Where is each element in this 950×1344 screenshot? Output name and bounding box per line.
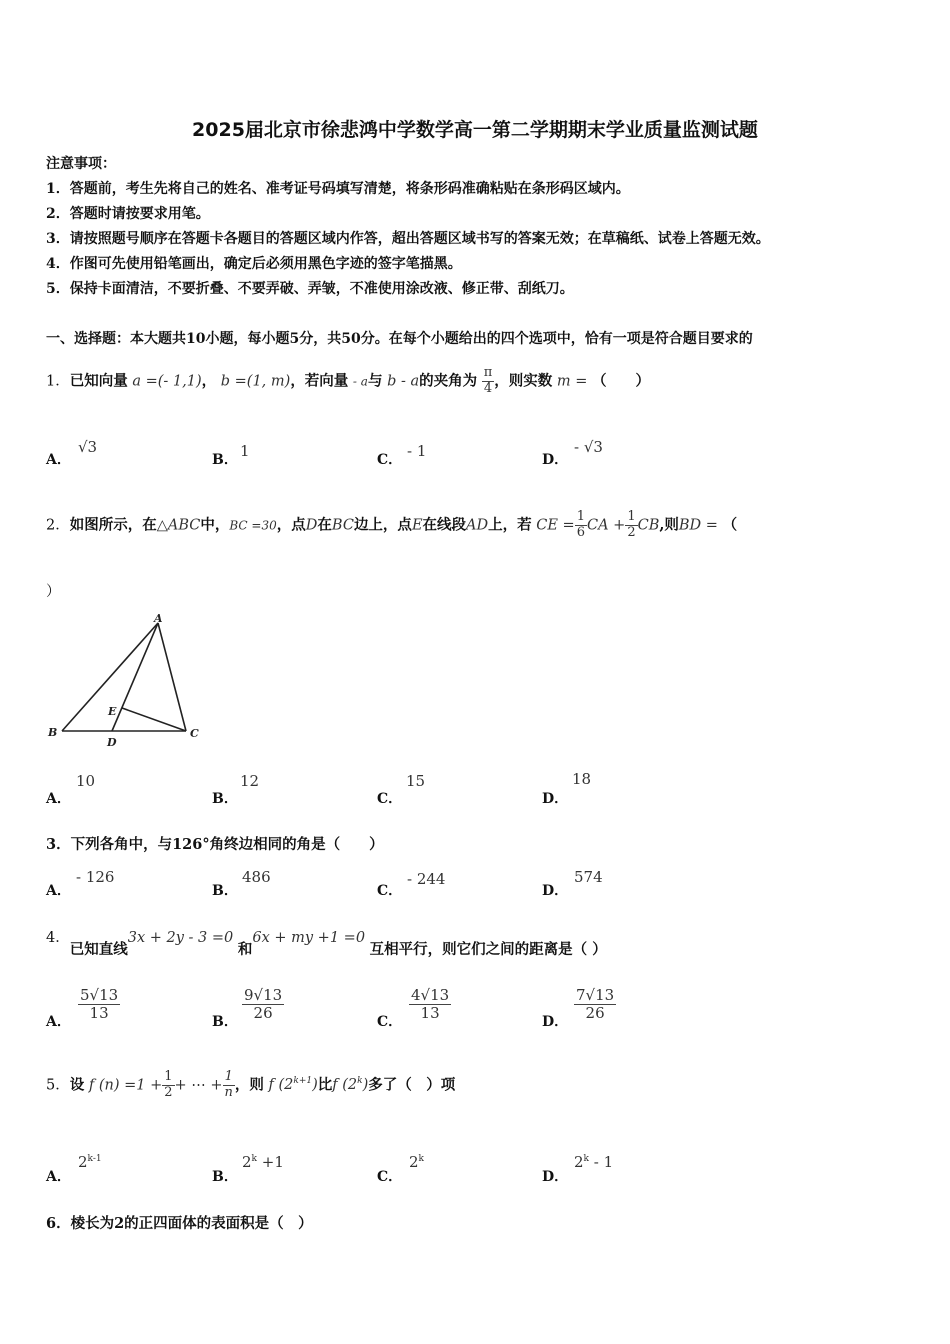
- option-label: B．: [212, 1169, 238, 1185]
- fraction-numerator: 1: [224, 1069, 233, 1084]
- question-number: 4．: [46, 930, 70, 946]
- figure-label-d: D: [107, 736, 117, 749]
- option-label: B．: [212, 452, 238, 468]
- question-text: 比: [317, 1076, 333, 1094]
- question-text: （: [722, 516, 738, 534]
- option-value: [409, 1153, 424, 1171]
- question-number: 5．: [46, 1077, 70, 1094]
- note-item: 1．答题前，考生先将自己的姓名、准考证号码填写清楚，将条形码准确粘贴在条形码区域内。: [46, 181, 630, 197]
- expr-part: f (2: [332, 1077, 358, 1094]
- option-label: A．: [46, 883, 71, 899]
- option-label: A．: [46, 452, 71, 468]
- question-text: 上，若: [488, 516, 532, 534]
- power-base: 2: [78, 1153, 88, 1171]
- figure-label-b: B: [48, 726, 58, 739]
- triangle-abc: △ABC: [156, 517, 201, 534]
- option-value: 486: [242, 868, 271, 886]
- fraction-numerator: 1: [164, 1069, 173, 1084]
- fraction-denominator: 13: [420, 1004, 440, 1023]
- option-label: B．: [212, 791, 238, 807]
- fraction-pi-over-4: [482, 366, 495, 397]
- option-value: 1: [240, 442, 250, 460]
- fraction-one-half: [625, 510, 637, 541]
- option-label: D．: [542, 1014, 569, 1030]
- note-item: 5．保持卡面清洁，不要折叠、不要弄破、弄皱，不准使用涂改液、修正带、刮纸刀。: [46, 281, 574, 297]
- question-text: ，点: [276, 516, 306, 534]
- expr-part: ): [312, 1077, 318, 1094]
- fraction-one-half: [162, 1070, 174, 1101]
- question-text: 与: [367, 372, 383, 390]
- option-value: - 1: [407, 442, 427, 460]
- question-text: 互相平行，则它们之间的距离是（ ）: [369, 941, 607, 958]
- fraction-denominator: 13: [89, 1004, 109, 1023]
- exponent: k-1: [87, 1154, 102, 1164]
- option-label: B．: [212, 1014, 238, 1030]
- expr-neg-a: - a: [352, 374, 368, 389]
- option-label: C．: [377, 883, 403, 899]
- question-6: 6．棱长为2的正四面体的表面积是（ ）: [46, 1215, 313, 1232]
- option-value: 18: [572, 770, 592, 788]
- option-value: 10: [76, 772, 96, 790]
- question-5: [46, 1070, 455, 1101]
- fraction-denominator: 26: [253, 1004, 273, 1023]
- figure-label-c: C: [190, 727, 199, 740]
- question-text: 的夹角为: [419, 372, 478, 390]
- vector-b: b =(1, m): [220, 373, 291, 390]
- question-text: 设: [69, 1076, 85, 1094]
- fraction-numerator: 1: [576, 509, 585, 524]
- expr-part: f (2: [268, 1077, 294, 1094]
- vector-ce: CE =: [536, 517, 575, 534]
- question-text: 和: [237, 941, 253, 958]
- var-bd: BD =: [678, 517, 718, 534]
- option-label: C．: [377, 1014, 403, 1030]
- option-label: C．: [377, 791, 403, 807]
- fraction-numerator: π: [483, 365, 493, 380]
- option-label: A．: [46, 1014, 71, 1030]
- question-text: ，则实数: [494, 372, 553, 390]
- option-label: C．: [377, 452, 403, 468]
- notes-heading: 注意事项：: [46, 156, 116, 172]
- power-tail: - 1: [589, 1153, 614, 1171]
- function-f: f (n) =1 +: [88, 1077, 163, 1094]
- question-text: 多了（ ）项: [368, 1076, 456, 1094]
- point-d: D: [305, 517, 318, 534]
- option-label: A．: [46, 791, 71, 807]
- option-value: - √3: [574, 438, 603, 456]
- question-text: ,则: [659, 516, 679, 534]
- question-3: 3．下列各角中，与126°角终边相同的角是（ ）: [46, 836, 384, 853]
- option-value: [574, 1153, 613, 1171]
- exponent: k: [357, 1076, 363, 1087]
- question-4: [46, 926, 607, 958]
- question-text: ）: [46, 584, 61, 600]
- vector-cb: CB: [637, 517, 660, 534]
- question-text: （ ）: [592, 372, 650, 390]
- fraction-denominator: n: [224, 1084, 233, 1100]
- option-label: D．: [542, 883, 569, 899]
- fraction-denominator: 2: [164, 1084, 173, 1100]
- fraction-numerator: 5√13: [80, 986, 119, 1004]
- fraction-numerator: 9√13: [244, 986, 283, 1004]
- option-value: 12: [240, 772, 260, 790]
- option-value: 574: [574, 868, 603, 886]
- power-base: 2: [574, 1153, 584, 1171]
- option-label: D．: [542, 791, 569, 807]
- vector-a: a =(- 1,1): [132, 373, 202, 390]
- question-text: 已知向量: [69, 372, 128, 390]
- option-value: - 126: [76, 868, 115, 886]
- option-label: B．: [212, 883, 238, 899]
- triangle-figure: [40, 608, 210, 753]
- vector-ca: CA +: [586, 517, 626, 534]
- page-title: 2025届北京市徐悲鸿中学数学高一第二学期期末学业质量监测试题: [192, 119, 758, 141]
- option-value: √3: [78, 438, 98, 456]
- option-label: A．: [46, 1169, 71, 1185]
- exponent: k: [418, 1154, 425, 1164]
- expr-b-minus-a: b - a: [387, 373, 420, 390]
- exponent: k+1: [293, 1076, 313, 1087]
- figure-label-e: E: [108, 705, 117, 718]
- question-text: 已知直线: [69, 941, 128, 958]
- segment-bc: BC: [331, 517, 354, 534]
- option-value: [242, 1153, 284, 1171]
- var-m: m =: [556, 373, 588, 390]
- option-fraction: [574, 987, 616, 1023]
- power-base: 2: [242, 1153, 252, 1171]
- option-fraction: [78, 987, 120, 1023]
- option-value: [78, 1153, 102, 1171]
- segment-ad: AD: [466, 517, 489, 534]
- expr-part: ): [362, 1077, 369, 1094]
- question-number: 2．: [46, 517, 70, 534]
- line-1-equation: 3x + 2y - 3 =0: [127, 930, 234, 946]
- question-number: 1．: [46, 373, 70, 390]
- option-value: - 244: [407, 870, 446, 888]
- f-of-2-k-plus-1: [269, 1077, 318, 1093]
- f-of-2-k: [332, 1077, 368, 1093]
- question-text: 边上，点: [353, 516, 412, 534]
- fraction-denominator: 2: [627, 524, 636, 540]
- question-text: 在线段: [422, 516, 467, 534]
- fraction-numerator: 7√13: [576, 986, 615, 1004]
- fraction-numerator: 4√13: [411, 986, 450, 1004]
- fraction-numerator: 1: [627, 509, 636, 524]
- option-fraction: [242, 987, 284, 1023]
- line-2-equation: 6x + my +1 =0: [252, 930, 366, 946]
- option-label: D．: [542, 452, 569, 468]
- option-value: 15: [406, 772, 426, 790]
- section-heading: 一、选择题：本大题共10小题，每小题5分，共50分。在每个小题给出的四个选项中，恰有一项是符合题目要求的: [46, 331, 753, 347]
- question-text: 如图所示，在: [69, 516, 157, 534]
- fraction-denominator: 26: [585, 1004, 605, 1023]
- ellipsis-sum: + ⋯ +: [174, 1077, 223, 1094]
- question-text: ，则: [234, 1076, 264, 1094]
- power-tail: +1: [257, 1153, 284, 1171]
- power-base: 2: [409, 1153, 419, 1171]
- figure-label-a: A: [154, 612, 163, 625]
- option-label: D．: [542, 1169, 569, 1185]
- fraction-one-over-n: [223, 1070, 235, 1101]
- note-item: 2．答题时请按要求用笔。: [46, 206, 210, 222]
- fraction-denominator: 6: [576, 524, 585, 540]
- exponent: k: [251, 1154, 258, 1164]
- note-item: 4．作图可先使用铅笔画出，确定后必须用黑色字迹的签字笔描黑。: [46, 256, 462, 272]
- bc-value: BC =30: [229, 518, 277, 533]
- question-2: [46, 510, 737, 541]
- point-e: E: [411, 517, 423, 534]
- fraction-one-sixth: [575, 510, 587, 541]
- option-label: C．: [377, 1169, 403, 1185]
- question-text: ，若向量: [290, 372, 349, 390]
- question-1: [46, 366, 650, 397]
- note-item: 3．请按照题号顺序在答题卡各题目的答题区域内作答，超出答题区域书写的答案无效；在草稿纸、试卷上答题无效。: [46, 231, 770, 247]
- question-text: 在: [317, 516, 332, 534]
- question-text: 中，: [200, 516, 230, 534]
- exponent: k: [583, 1154, 590, 1164]
- question-text: ，: [201, 372, 217, 390]
- option-fraction: [409, 987, 451, 1023]
- fraction-denominator: 4: [483, 380, 493, 396]
